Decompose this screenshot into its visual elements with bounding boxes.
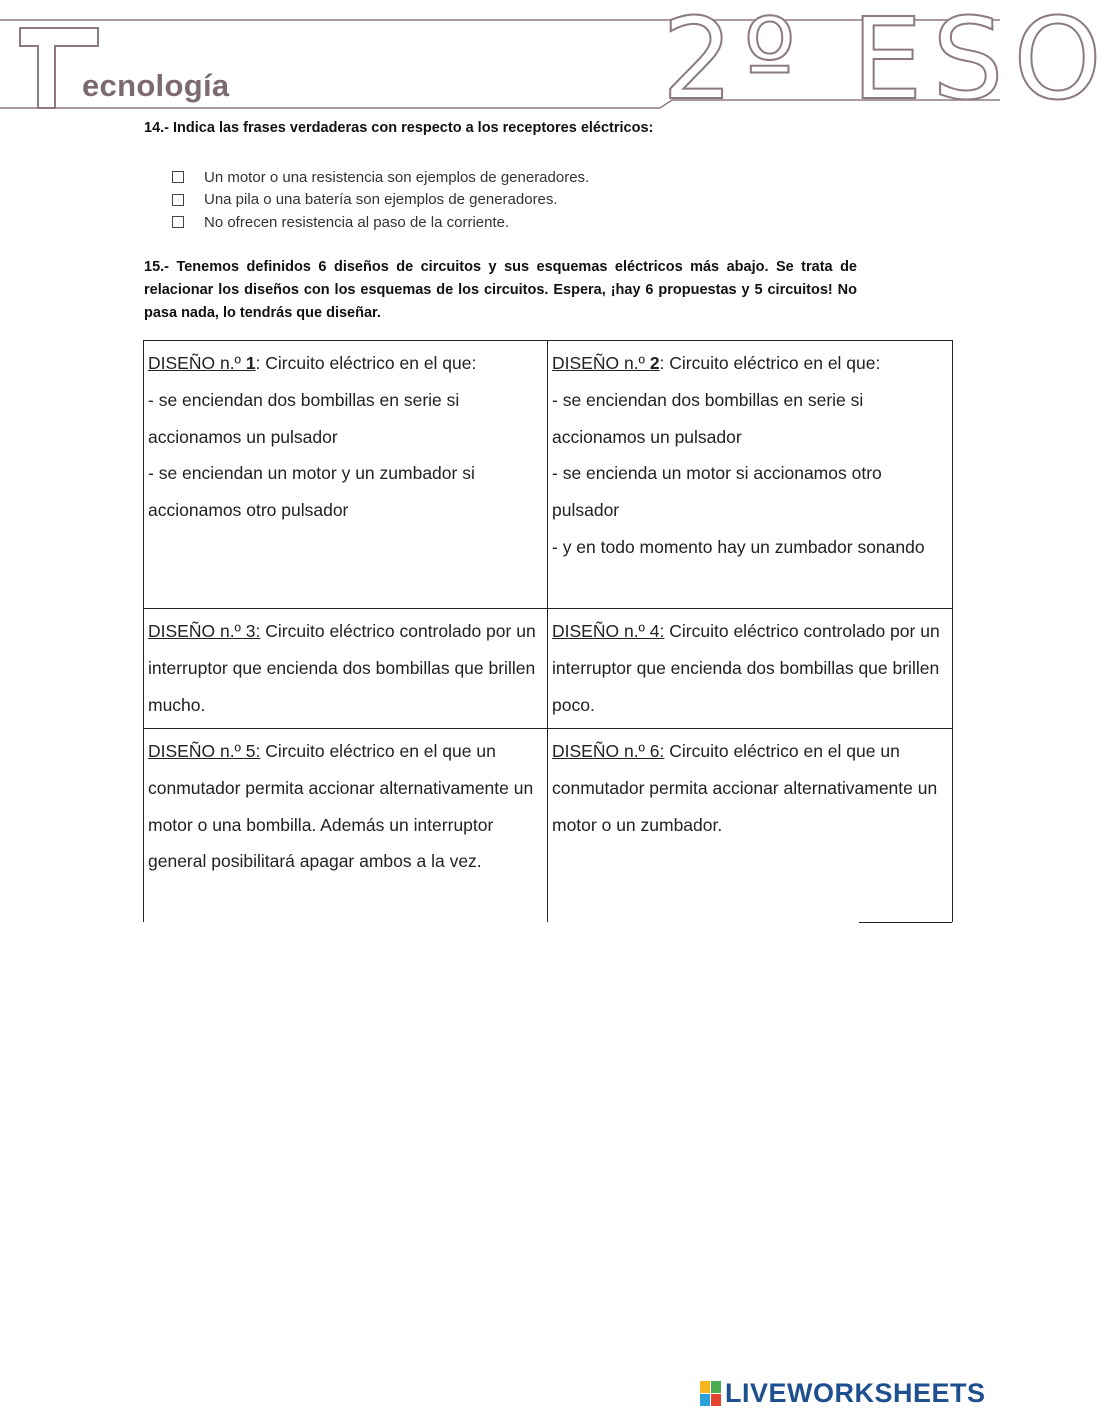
design-cell-5: DISEÑO n.º 5: Circuito eléctrico en el que un conmutador permita accionar alternativamente un motor o una bombilla. Además un interruptor general posibilitará apagar ambos a la vez. bbox=[144, 728, 548, 922]
design-label: DISEÑO n.º 4: bbox=[552, 621, 665, 641]
table-bottom-border bbox=[859, 922, 952, 923]
design-cell-3: DISEÑO n.º 3: Circuito eléctrico controlado por un interruptor que encienda dos bombillas que brillen mucho. bbox=[144, 608, 548, 728]
design-cell-4: DISEÑO n.º 4: Circuito eléctrico controlado por un interruptor que encienda dos bombillas que brillen poco. bbox=[548, 608, 953, 728]
design-line: - se enciendan dos bombillas en serie si accionamos un pulsador bbox=[552, 389, 864, 447]
option-label: Un motor o una resistencia son ejemplos de generadores. bbox=[204, 168, 590, 186]
design-line: - y en todo momento hay un zumbador sonando bbox=[552, 536, 925, 557]
designs-table bbox=[143, 340, 953, 922]
question-14-options bbox=[172, 166, 589, 234]
question-14-title: 14.- Indica las frases verdaderas con respecto a los receptores eléctricos: bbox=[144, 120, 654, 136]
design-line: - se encienda un motor si accionamos otro pulsador bbox=[552, 463, 882, 521]
design-cell-1: DISEÑO n.º 1: Circuito eléctrico en el que: - se enciendan dos bombillas en serie si accionamos un pulsador - se enciendan un motor y un zumbador si accionamos otro pulsador bbox=[144, 340, 548, 608]
option-item[interactable] bbox=[172, 211, 589, 234]
design-line: - se enciendan dos bombillas en serie si accionamos un pulsador bbox=[148, 389, 460, 447]
option-item[interactable] bbox=[172, 189, 589, 212]
design-label: DISEÑO n.º 3: bbox=[148, 621, 261, 641]
liveworksheets-logo-icon bbox=[700, 1381, 722, 1407]
design-cell-2: DISEÑO n.º 2: Circuito eléctrico en el que: - se enciendan dos bombillas en serie si accionamos un pulsador - se encienda un motor si accionamos otro pulsador - y en todo momento hay un zumbador sonando bbox=[548, 340, 953, 608]
subject-title: ecnología bbox=[82, 68, 230, 103]
design-label: DISEÑO n.º 6: bbox=[552, 741, 665, 761]
option-label: No ofrecen resistencia al paso de la corriente. bbox=[204, 213, 510, 231]
brand-name: LIVEWORKSHEETS bbox=[725, 1378, 986, 1408]
design-line: - se enciendan un motor y un zumbador si accionamos otro pulsador bbox=[148, 463, 475, 521]
question-15-title: 15.- Tenemos definidos 6 diseños de circuitos y sus esquemas eléctricos más abajo. Se trata de relacionar los diseños con los esquemas de los circuitos. Espera, ¡hay 6 propuestas y 5 circuitos! No pasa nada, lo tendrás que diseñar. bbox=[144, 259, 857, 321]
option-label: Una pila o una batería son ejemplos de generadores. bbox=[204, 191, 558, 209]
design-label: DISEÑO n.º 5: bbox=[148, 741, 261, 761]
course-label: 2º ESO bbox=[662, 0, 1112, 125]
page-header bbox=[0, 0, 1112, 125]
liveworksheets-brand[interactable] bbox=[700, 1378, 986, 1409]
option-item[interactable] bbox=[172, 166, 589, 189]
design-label: DISEÑO n.º 2 bbox=[552, 353, 660, 373]
design-label: DISEÑO n.º 1 bbox=[148, 353, 256, 373]
checkbox-icon[interactable] bbox=[172, 194, 184, 206]
checkbox-icon[interactable] bbox=[172, 216, 184, 228]
design-cell-6: DISEÑO n.º 6: Circuito eléctrico en el que un conmutador permita accionar alternativamente un motor o un zumbador. bbox=[548, 728, 953, 922]
checkbox-icon[interactable] bbox=[172, 171, 184, 183]
